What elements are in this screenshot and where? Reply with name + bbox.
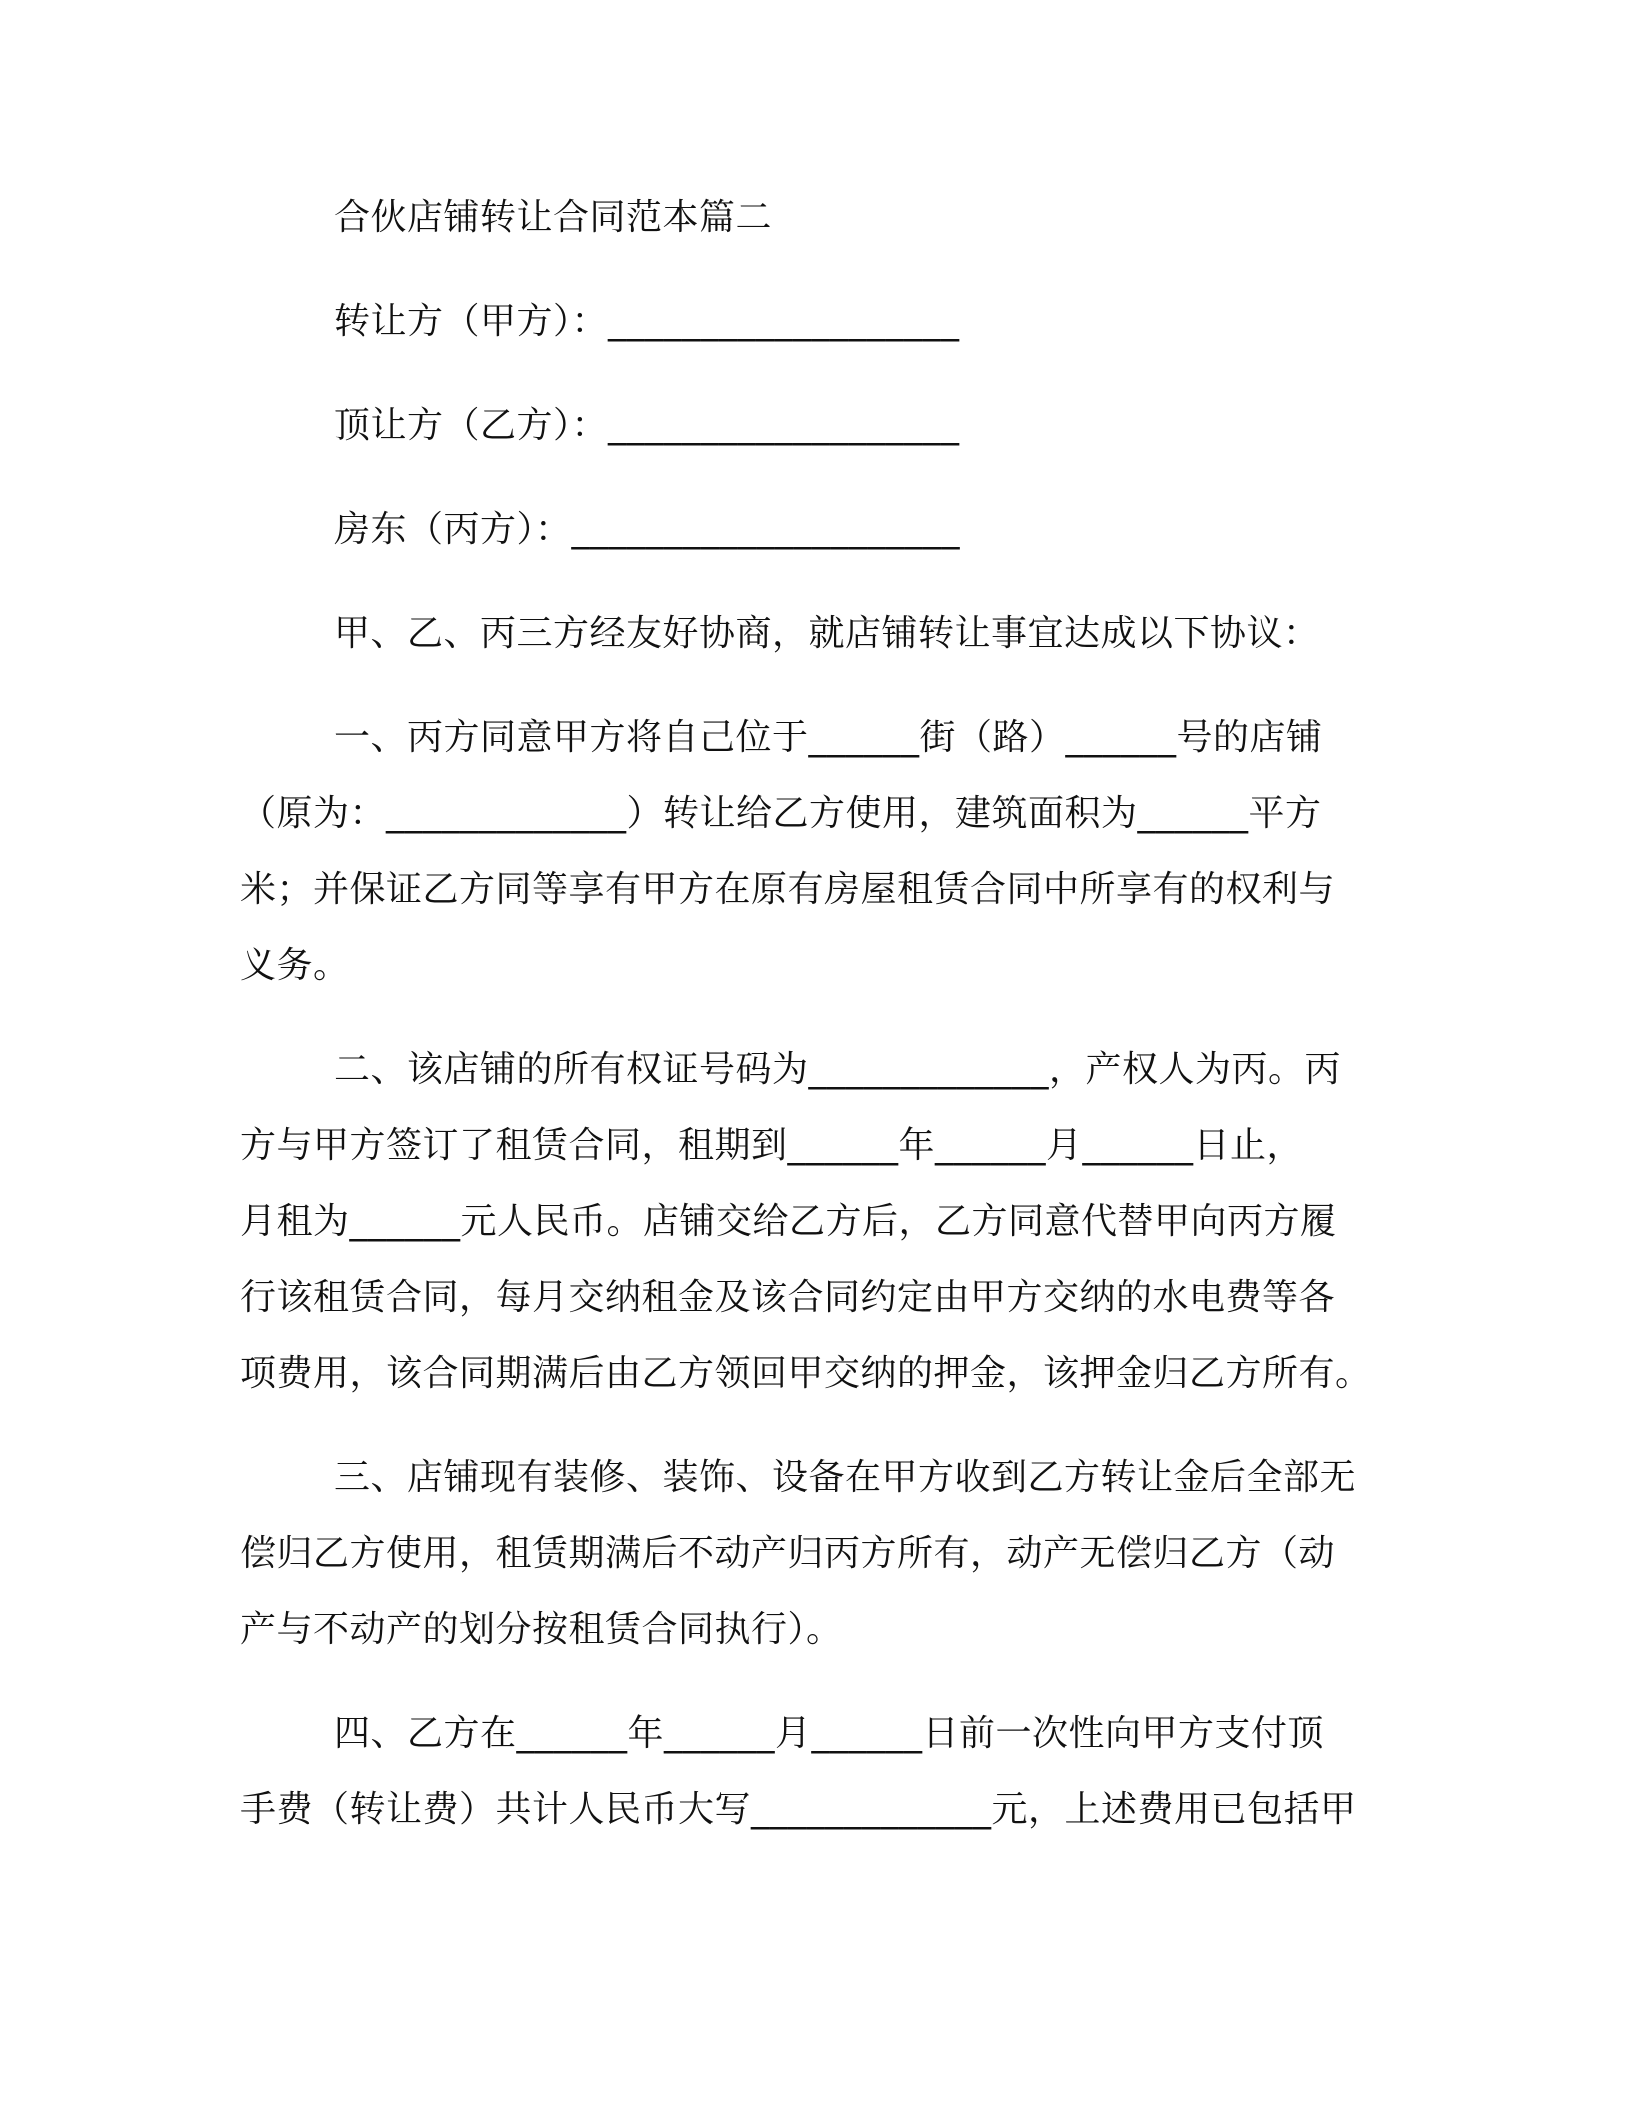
clause-2-line-1: 二、该店铺的所有权证号码为_____________，产权人为丙。丙 (334, 1049, 1342, 1090)
clause-1-line-3: 米；并保证乙方同等享有甲方在原有房屋租赁合同中所享有的权利与 (240, 869, 1336, 910)
clause-1-line-2: （原为：_____________）转让给乙方使用，建筑面积为______平方 (240, 793, 1322, 834)
clause-4-line-1: 四、乙方在______年______月______日前一次性向甲方支付顶 (334, 1713, 1325, 1754)
clause-4-line-2: 手费（转让费）共计人民币大写_____________元，上述费用已包括甲 (240, 1789, 1357, 1830)
clause-2-line-2: 方与甲方签订了租赁合同，租期到______年______月______日止， (240, 1125, 1304, 1166)
party-transferor-line: 转让方（甲方）：___________________ (334, 301, 960, 342)
intro-paragraph: 甲、乙、丙三方经友好协商，就店铺转让事宜达成以下协议： (334, 613, 1320, 654)
clause-1-line-4: 义务。 (240, 945, 350, 986)
party-landlord-line: 房东（丙方）：_____________________ (334, 509, 961, 550)
clause-3-line-2: 偿归乙方使用，租赁期满后不动产归丙方所有，动产无偿归乙方（动 (240, 1533, 1336, 1574)
clause-3-line-1: 三、店铺现有装修、装饰、设备在甲方收到乙方转让金后全部无 (334, 1457, 1357, 1498)
clause-2-line-5: 项费用，该合同期满后由乙方领回甲交纳的押金，该押金归乙方所有。 (240, 1353, 1372, 1394)
clause-3-line-3: 产与不动产的划分按租赁合同执行）。 (240, 1609, 843, 1650)
clause-1-line-1: 一、丙方同意甲方将自己位于______街（路）______号的店铺 (334, 717, 1323, 758)
document-title: 合伙店铺转让合同范本篇二 (334, 197, 773, 238)
party-transferee-line: 顶让方（乙方）：___________________ (334, 405, 960, 446)
clause-2-line-3: 月租为______元人民币。店铺交给乙方后，乙方同意代替甲向丙方履 (240, 1201, 1337, 1242)
clause-2-line-4: 行该租赁合同，每月交纳租金及该合同约定由甲方交纳的水电费等各 (240, 1277, 1336, 1318)
